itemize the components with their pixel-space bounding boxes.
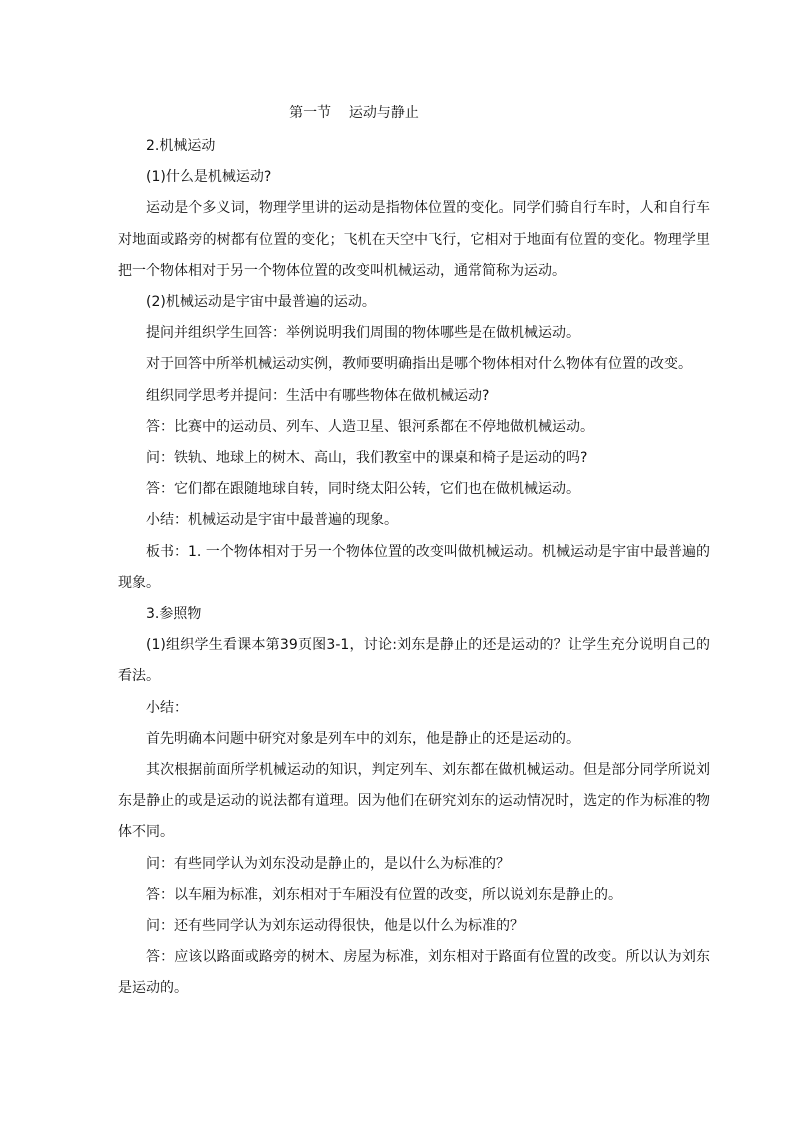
- heading-mechanical-motion: 2.机械运动: [146, 138, 216, 154]
- heading-reference-object: 3.参照物: [146, 606, 202, 623]
- answer-line: 答：比赛中的运动员、列车、人造卫星、银河系都在不停地做机械运动。: [146, 418, 594, 435]
- paragraph: 提问并组织学生回答：举例说明我们周围的物体哪些是在做机械运动。: [146, 325, 580, 342]
- summary-line: 小结：机械运动是宇宙中最普遍的现象。: [146, 512, 398, 529]
- summary-label: 小结：: [146, 699, 188, 716]
- subheading-what-is-motion: (1)什么是机械运动?: [146, 169, 272, 186]
- answer-line: 答：以车厢为标准，刘东相对于车厢没有位置的改变，所以说刘东是静止的。: [146, 886, 622, 903]
- paragraph: (1)组织学生看课本第39页图3-1，讨论:刘东是静止的还是运动的？让学生充分说明自己的看法。: [118, 637, 710, 685]
- document-body: [118, 131, 710, 1005]
- answer-line: 答：应该以路面或路旁的树木、房屋为标准，刘东相对于路面有位置的改变。所以认为刘东是运动的。: [118, 949, 710, 997]
- paragraph: 其次根据前面所学机械运动的知识，判定列车、刘东都在做机械运动。但是部分同学所说刘东是静止的或是运动的说法都有道理。因为他们在研究刘东的运动情况时，选定的作为标准的物体不同。: [118, 762, 710, 841]
- question-line: 问：铁轨、地球上的树木、高山，我们教室中的课桌和椅子是运动的吗?: [146, 450, 588, 467]
- paragraph: 运动是个多义词，物理学里讲的运动是指物体位置的变化。同学们骑自行车时，人和自行车对地面或路旁的树都有位置的变化；飞机在天空中飞行，它相对于地面有位置的变化。物理学里把一个物体相对于另一个物体位置的改变叫机械运动，通常简称为运动。: [118, 200, 710, 279]
- answer-line: 答：它们都在跟随地球自转，同时绕太阳公转，它们也在做机械运动。: [146, 481, 580, 498]
- paragraph: 组织同学思考并提问：生活中有哪些物体在做机械运动?: [146, 387, 490, 404]
- paragraph: 对于回答中所举机械运动实例，教师要明确指出是哪个物体相对什么物体有位置的改变。: [146, 356, 692, 373]
- page-title: 第一节 运动与静止: [289, 105, 419, 121]
- paragraph: 首先明确本问题中研究对象是列车中的刘东，他是静止的还是运动的。: [146, 730, 580, 747]
- question-line: 问：有些同学认为刘东没动是静止的，是以什么为标准的？: [146, 855, 510, 872]
- blackboard-note: 板书：1. 一个物体相对于另一个物体位置的改变叫做机械运动。机械运动是宇宙中最普遍的现象。: [118, 543, 710, 591]
- question-line: 问：还有些同学认为刘东运动得很快，他是以什么为标准的？: [146, 918, 524, 935]
- subheading-universal-motion: (2)机械运动是宇宙中最普遍的运动。: [146, 294, 376, 311]
